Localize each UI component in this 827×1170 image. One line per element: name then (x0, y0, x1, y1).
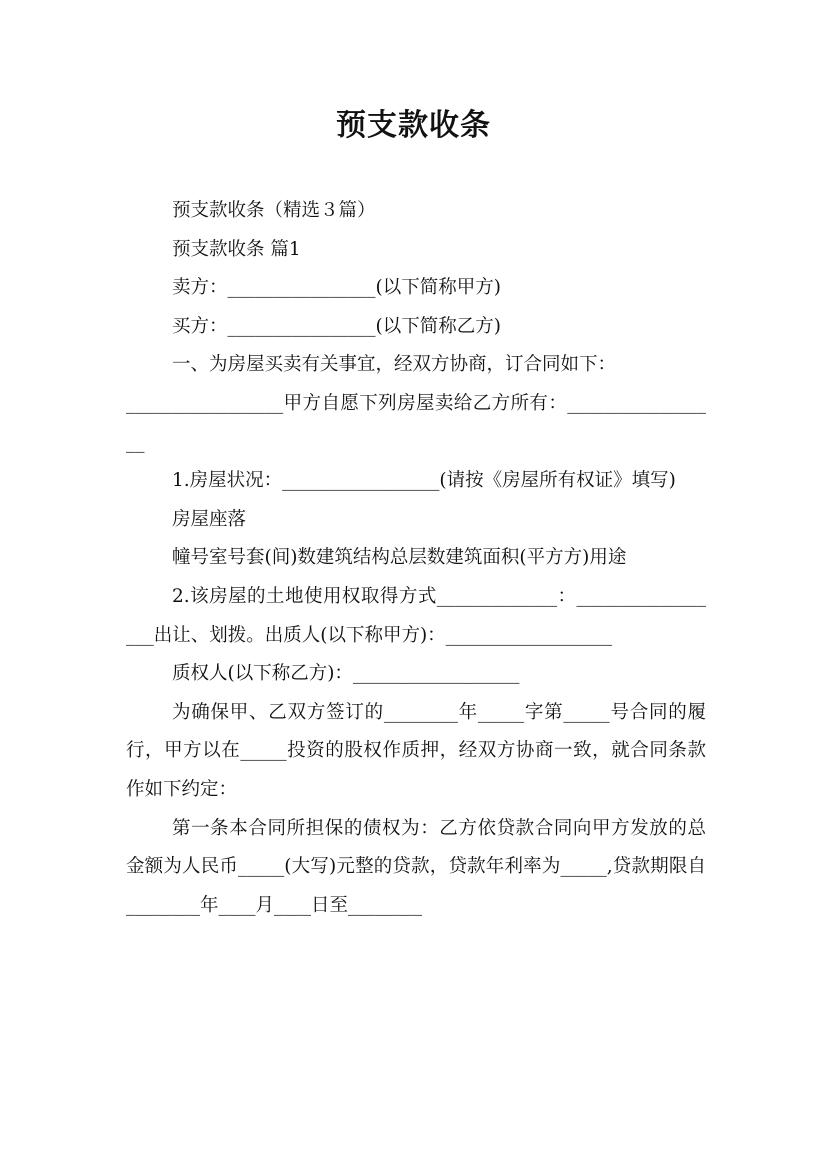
paragraph-buyer: 买方：________________(以下简称乙方) (172, 315, 501, 337)
paragraph-article-one: 第一条本合同所担保的债权为：乙方依贷款合同向甲方发放的总金额为人民币_____(大写)元整的贷款，贷款年利率为_____,贷款期限自________年____月____日至________ (126, 817, 706, 916)
paragraph-house-status: 1.房屋状况：_________________(请按《房屋所有权证》填写) (172, 470, 676, 492)
paragraph-clause-intro: 一、为房屋买卖有关事宜，经双方协商，订合同如下： (172, 354, 617, 376)
document-body (126, 192, 706, 925)
paragraph-seller: 卖方：________________(以下简称甲方) (172, 277, 501, 299)
paragraph-section-heading: 预支款收条 篇1 (172, 238, 301, 260)
paragraph-subtitle: 预支款收条（精选３篇） (172, 200, 376, 221)
paragraph-land-use: 2.该房屋的土地使用权取得方式_____________：_________________出让、划拨。出质人(以下称甲方)：__________________ (126, 585, 706, 646)
paragraph-transfer: _________________甲方自愿下列房屋卖给乙方所有：_________________ (126, 392, 706, 453)
paragraph-pledge-contract: 为确保甲、乙双方签订的________年_____字第_____号合同的履行，甲方以在_____投资的股权作质押，经双方协商一致，就合同条款作如下约定： (126, 701, 706, 800)
paragraph-house-fields: 幢号室号套(间)数建筑结构总层数建筑面积(平方方)用途 (172, 547, 627, 569)
paragraph-pledgee: 质权人(以下称乙方)：__________________ (172, 663, 520, 685)
document-title: 预支款收条 (336, 108, 491, 143)
paragraph-house-location: 房屋座落 (172, 508, 247, 530)
